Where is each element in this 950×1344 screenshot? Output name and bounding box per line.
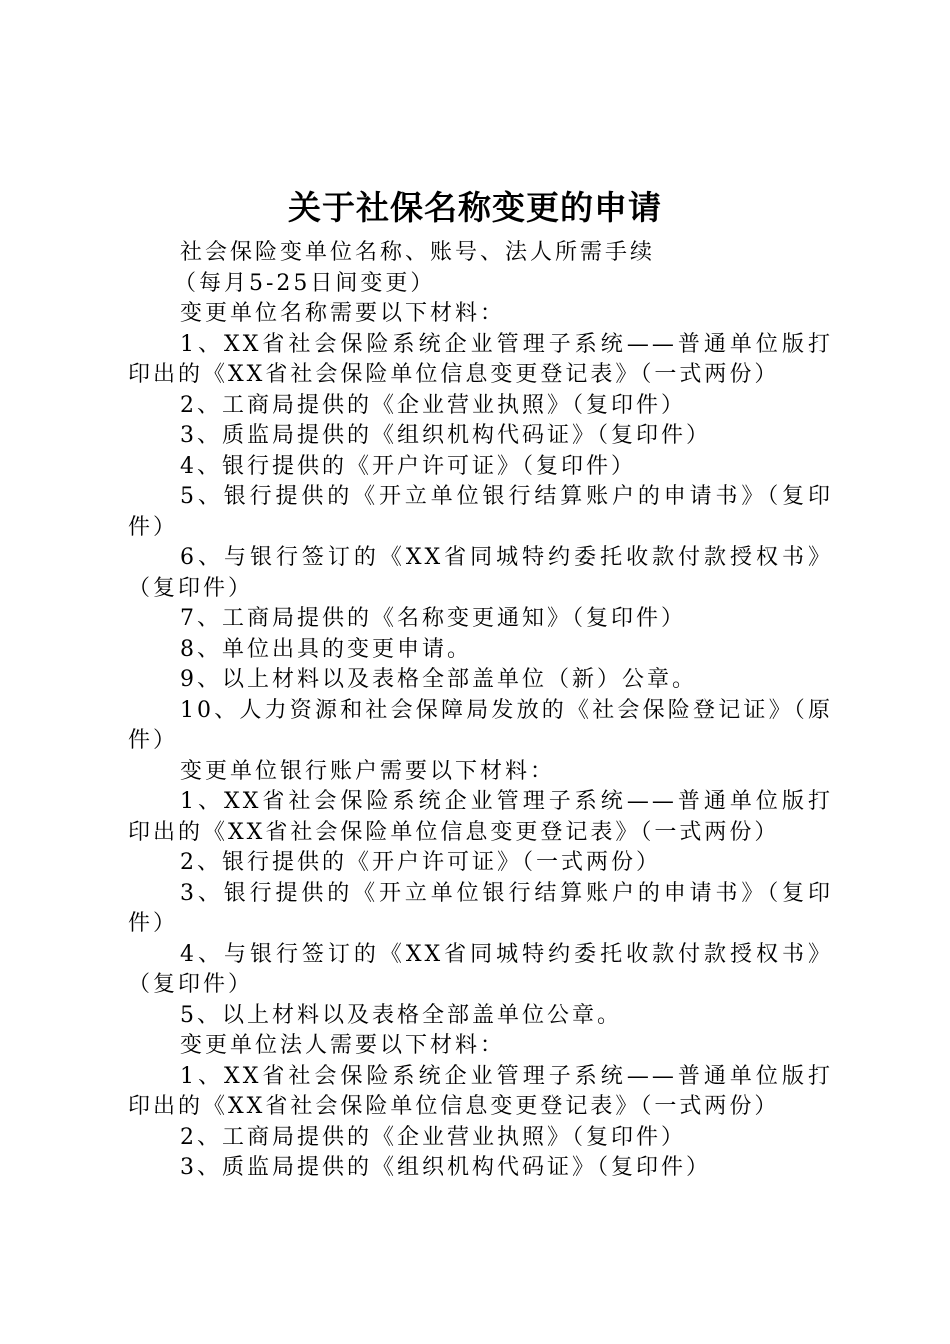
list-item: 6、与银行签订的《XX省同城特约委托收款付款授权书》（复印件）	[128, 545, 833, 601]
list-item: 4、银行提供的《开户许可证》（复印件）	[180, 453, 636, 479]
document-body	[128, 238, 833, 1184]
paragraph: 社会保险变单位名称、账号、法人所需手续	[180, 240, 656, 265]
list-item: 5、以上材料以及表格全部盖单位公章。	[180, 1002, 622, 1028]
list-item: 5、银行提供的《开立单位银行结算账户的申请书》（复印件）	[128, 484, 833, 540]
section-heading: 变更单位法人需要以下材料：	[180, 1033, 506, 1058]
list-item: 10、人力资源和社会保障局发放的《社会保险登记证》（原件）	[128, 697, 833, 753]
list-item: 2、工商局提供的《企业营业执照》（复印件）	[180, 1124, 686, 1150]
list-item: 3、银行提供的《开立单位银行结算账户的申请书》（复印件）	[128, 880, 833, 936]
list-item: 8、单位出具的变更申请。	[180, 636, 472, 662]
paragraph: （每月5-25日间变更）	[174, 270, 436, 296]
list-item: 9、以上材料以及表格全部盖单位（新）公章。	[180, 667, 697, 692]
list-item: 4、与银行签订的《XX省同城特约委托收款付款授权书》（复印件）	[128, 941, 833, 997]
list-item: 2、银行提供的《开户许可证》（一式两份）	[180, 850, 661, 875]
list-item: 3、质监局提供的《组织机构代码证》（复印件）	[180, 423, 711, 448]
list-item: 1、XX省社会保险系统企业管理子系统——普通单位版打印出的《XX省社会保险单位信息变更登记表》（一式两份）	[128, 331, 833, 387]
section-heading: 变更单位名称需要以下材料：	[180, 301, 506, 326]
list-item: 1、XX省社会保险系统企业管理子系统——普通单位版打印出的《XX省社会保险单位信息变更登记表》（一式两份）	[128, 1063, 833, 1119]
list-item: 7、工商局提供的《名称变更通知》（复印件）	[180, 606, 686, 631]
list-item: 2、工商局提供的《企业营业执照》（复印件）	[180, 392, 686, 418]
list-item: 1、XX省社会保险系统企业管理子系统——普通单位版打印出的《XX省社会保险单位信息变更登记表》（一式两份）	[128, 789, 833, 845]
document-title: 关于社保名称变更的申请	[288, 188, 662, 227]
list-item: 3、质监局提供的《组织机构代码证》（复印件）	[180, 1155, 711, 1180]
section-heading: 变更单位银行账户需要以下材料：	[180, 758, 556, 784]
